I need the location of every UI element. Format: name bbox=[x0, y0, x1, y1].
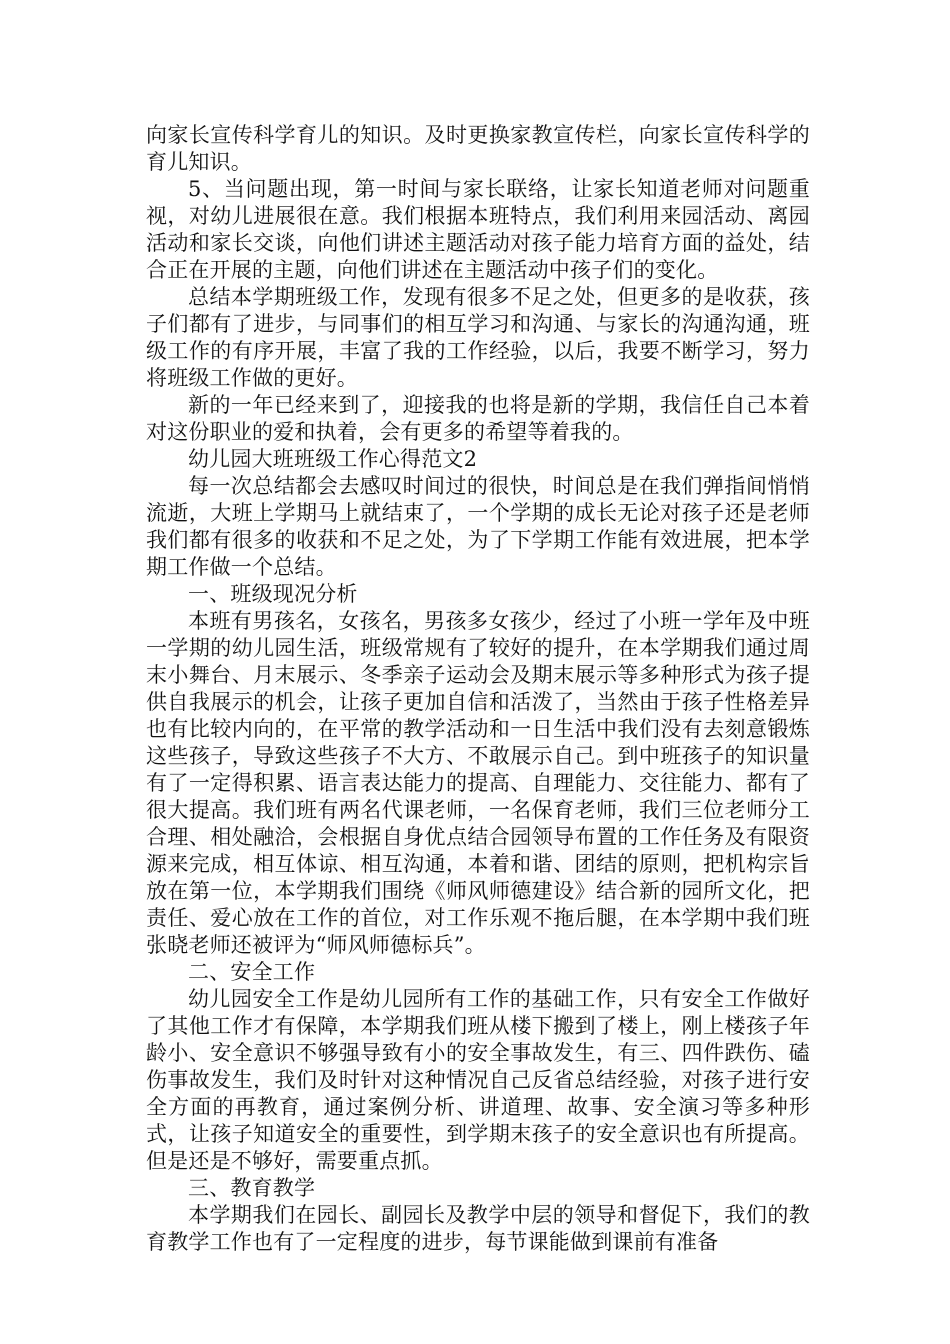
paragraph-teaching: 本学期我们在园长、副园长及教学中层的领导和督促下，我们的教育教学工作也有了一定程度的进步，每节课能做到课前有准备 bbox=[146, 1203, 810, 1254]
paragraph-intro-summary: 每一次总结都会去感叹时间过的很快，时间总是在我们弹指间悄悄流逝，大班上学期马上就结束了，一个学期的成长无论对孩子还是老师我们都有很多的收获和不足之处，为了下学期工作能有效进展，把本学期工作做一个总结。 bbox=[146, 474, 810, 579]
paragraph-parent-knowledge: 向家长宣传科学育儿的知识。及时更换家教宣传栏，向家长宣传科学的育儿知识。 bbox=[146, 123, 810, 174]
paragraph-class-analysis: 本班有男孩名，女孩名，男孩多女孩少，经过了小班一学年及中班一学期的幼儿园生活，班级常规有了较好的提升，在本学期我们通过周末小舞台、月末展示、冬季亲子运动会及期末展示等多种形式为孩子提供自我展示的机会，让孩子更加自信和活泼了，当然由于孩子性格差异也有比较内向的，在平常的教学活动和一日生活中我们没有去刻意锻炼这些孩子，导致这些孩子不大方、不敢展示自己。到中班孩子的知识量有了一定得积累、语言表达能力的提高、自理能力、交往能力、都有了很大提高。我们班有两名代课老师，一名保育老师，我们三位老师分工合理、相处融洽，会根据自身优点结合园领导布置的工作任务及有限资源来完成，相互体谅、相互沟通，本着和谐、团结的原则，把机构宗旨放在第一位，本学期我们围绕《师风师德建设》结合新的园所文化，把责任、爱心放在工作的首位，对工作乐观不拖后腿，在本学期中我们班张晓老师还被评为“师风师德标兵”。 bbox=[146, 609, 810, 957]
paragraph-item-5: 5、当问题出现，第一时间与家长联络，让家长知道老师对问题重视，对幼儿进展很在意。我们根据本班特点，我们利用来园活动、离园活动和家长交谈，向他们讲述主题活动对孩子能力培育方面的益处，结合正在开展的主题，向他们讲述在主题活动中孩子们的变化。 bbox=[146, 177, 810, 282]
paragraph-new-year: 新的一年已经来到了，迎接我的也将是新的学期，我信任自己本着对这份职业的爱和执着，会有更多的希望等着我的。 bbox=[146, 393, 810, 444]
section-title-sample-2: 幼儿园大班班级工作心得范文2 bbox=[188, 447, 478, 471]
heading-class-analysis: 一、班级现况分析 bbox=[188, 582, 358, 606]
heading-safety-work: 二、安全工作 bbox=[188, 960, 316, 984]
heading-teaching: 三、教育教学 bbox=[188, 1176, 316, 1200]
document-body bbox=[146, 122, 810, 1256]
paragraph-safety-work: 幼儿园安全工作是幼儿园所有工作的基础工作，只有安全工作做好了其他工作才有保障，本学期我们班从楼下搬到了楼上，刚上楼孩子年龄小、安全意识不够强导致有小的安全事故发生，有三、四件跌伤、磕伤事故发生，我们及时针对这种情况自己反省总结经验，对孩子进行安全方面的再教育，通过案例分析、讲道理、故事、安全演习等多种形式，让孩子知道安全的重要性，到学期末孩子的安全意识也有所提高。但是还是不够好，需要重点抓。 bbox=[146, 987, 810, 1173]
paragraph-semester-summary: 总结本学期班级工作，发现有很多不足之处，但更多的是收获，孩子们都有了进步，与同事们的相互学习和沟通、与家长的沟通沟通，班级工作的有序开展，丰富了我的工作经验，以后，我要不断学习，努力将班级工作做的更好。 bbox=[146, 285, 810, 390]
